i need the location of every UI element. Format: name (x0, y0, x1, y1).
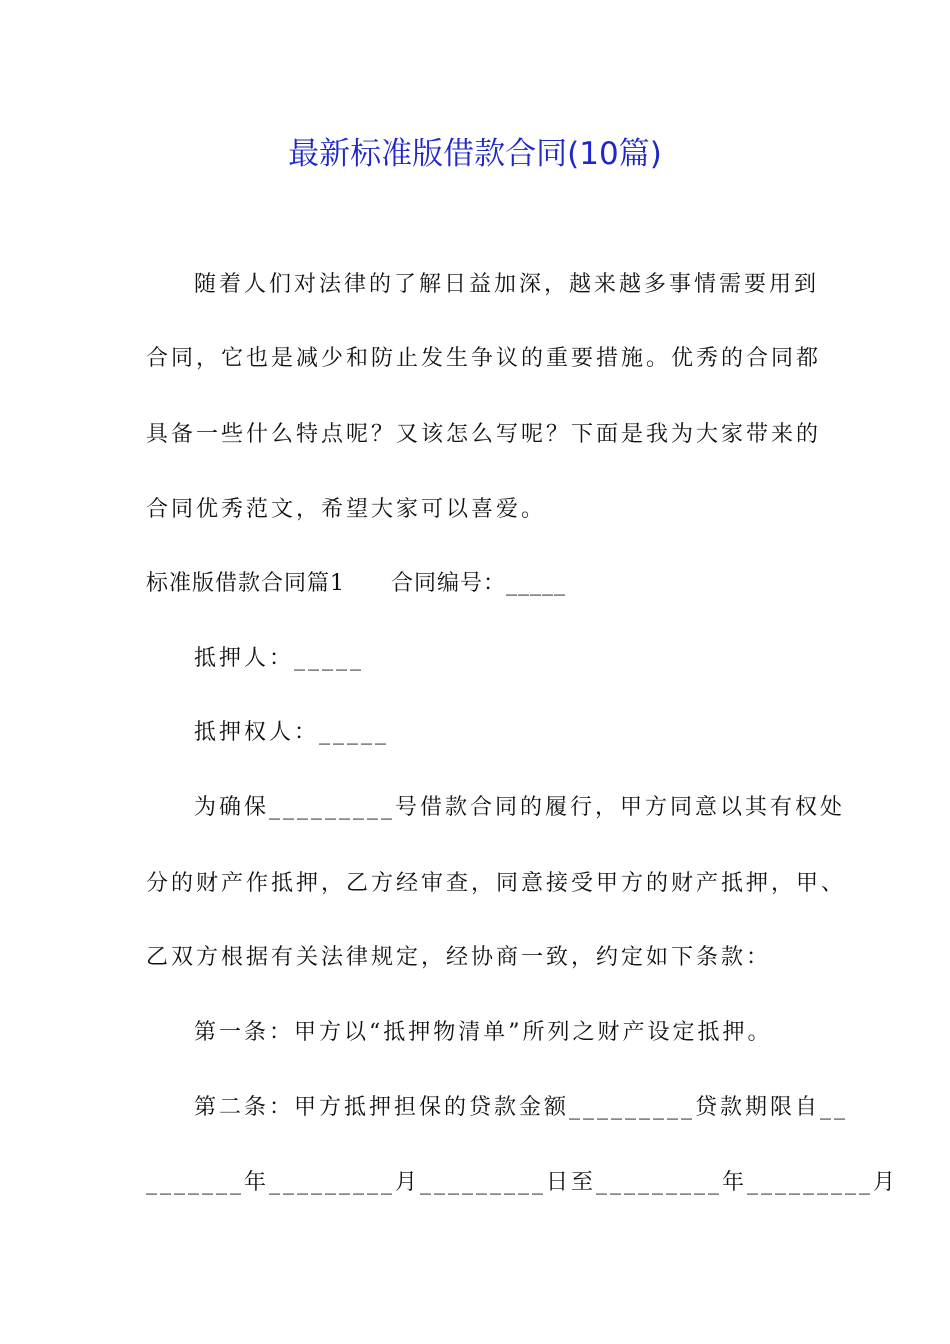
paragraph-line: 具备一些什么特点呢？又该怎么写呢？下面是我为大家带来的 (146, 422, 822, 447)
paragraph-line: 合同，它也是减少和防止发生争议的重要措施。优秀的合同都 (146, 346, 822, 371)
date-range-line: _______年_________月_________日至_________年_________月 (146, 1170, 899, 1195)
paragraph-line: 为确保_________号借款合同的履行，甲方同意以其有权处 (194, 795, 846, 820)
paragraph-line: 分的财产作抵押，乙方经审查，同意接受甲方的财产抵押，甲、 (146, 871, 847, 896)
article-one: 第一条：甲方以“抵押物清单”所列之财产设定抵押。 (194, 1020, 773, 1045)
paragraph-line: 随着人们对法律的了解日益加深，越来越多事情需要用到 (194, 272, 820, 297)
document-title: 最新标准版借款合同(10篇) (288, 136, 662, 172)
paragraph-line: 乙双方根据有关法律规定，经协商一致，约定如下条款： (146, 945, 772, 970)
mortgagee-field: 抵押权人：_____ (194, 720, 390, 745)
paragraph-line: 合同优秀范文，希望大家可以喜爱。 (146, 497, 547, 522)
article-two: 第二条：甲方抵押担保的贷款金额_________贷款期限自__ (194, 1095, 849, 1120)
mortgagor-field: 抵押人：_____ (194, 646, 365, 671)
section-heading: 标准版借款合同篇1 合同编号：_____ (146, 571, 566, 596)
